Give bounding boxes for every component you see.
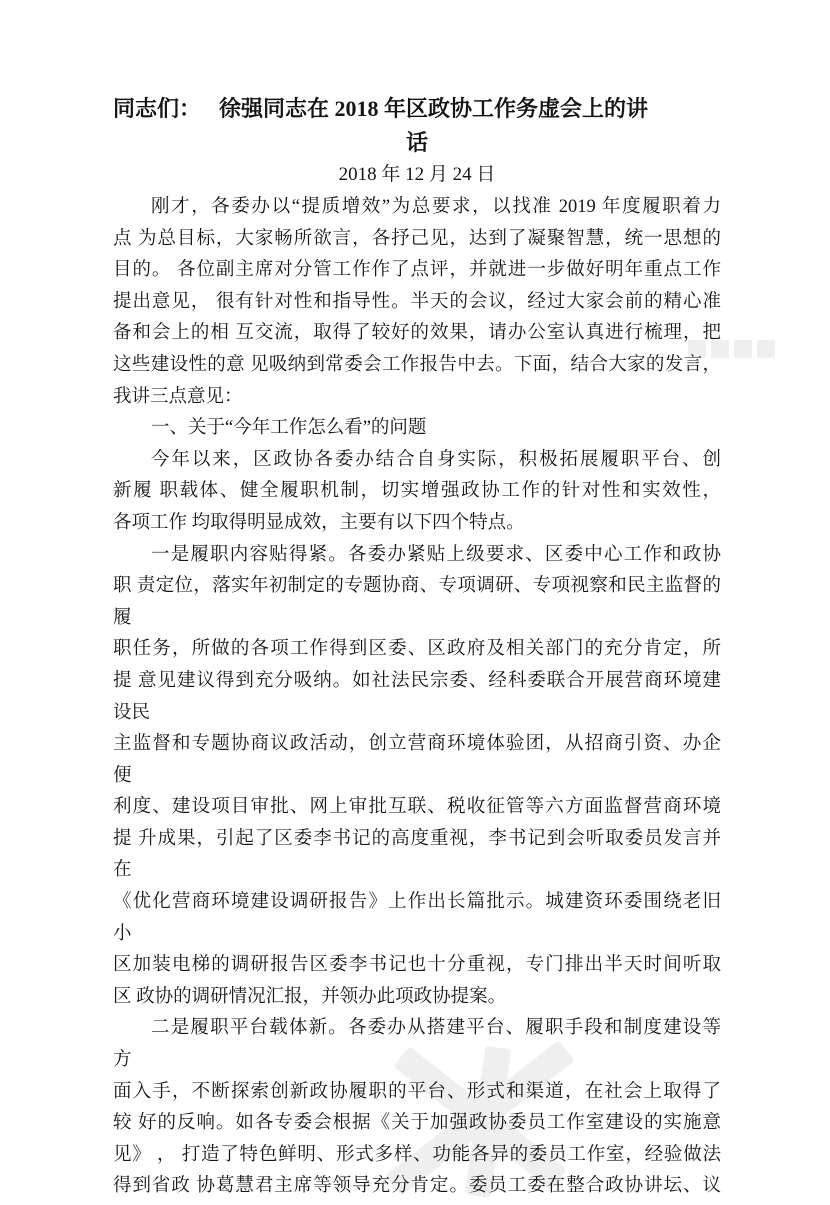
text-line: 利度、建设项目审批、网上审批互联、税收征管等六方面监督营商环境 bbox=[113, 797, 721, 818]
text-line: 职 责定位，落实年初制定的专题协商、专项调研、专项视察和民主监督的履 bbox=[113, 576, 721, 628]
salutation: 同志们： bbox=[113, 96, 202, 121]
text-line: 见》 ， 打造了特色鲜明、形式多样、功能各异的委员工作室，经验做法 bbox=[113, 1144, 721, 1165]
text-line: 提出意见， 很有针对性和指导性。半天的会议，经过大家会前的精心准 bbox=[113, 291, 721, 312]
text-line: 一、关于“今年工作怎么看”的问题 bbox=[151, 418, 427, 439]
text-line: 较 好的反响。如各专委会根据《关于加强政协委员工作室建设的实施意 bbox=[113, 1113, 721, 1134]
text-line: 小 bbox=[113, 923, 132, 944]
text-line: 区加装电梯的调研报告区委李书记也十分重视，专门排出半天时间听取 bbox=[113, 955, 721, 976]
title-text: 徐强同志在 2018 年区政协工作务虚会上的讲 bbox=[219, 96, 649, 121]
text-line: 点 为总目标，大家畅所欲言，各抒己见，达到了凝聚智慧，统一思想的 bbox=[113, 228, 721, 249]
text-line: 二是履职平台载体新。各委办从搭建平台、履职手段和制度建设等 bbox=[151, 1018, 721, 1039]
text-line: 主监督和专题协商议政活动，创立营商环境体验团，从招商引资、办企 bbox=[113, 734, 721, 755]
text-line: 一是履职内容贴得紧。各委办紧贴上级要求、区委中心工作和政协 bbox=[151, 544, 721, 565]
document-content bbox=[113, 92, 721, 1203]
text-line: 刚才，各委办以“提质增效”为总要求，以找准 2019 年度履职着力 bbox=[151, 197, 721, 217]
text-line: 方 bbox=[113, 1050, 132, 1071]
text-line: 设民 bbox=[113, 702, 151, 723]
document-title-wrap: 话 bbox=[405, 130, 428, 155]
text-line: 今年以来，区政协各委办结合自身实际，积极拓展履职平台、创 bbox=[151, 449, 721, 470]
text-line: 在 bbox=[113, 860, 132, 881]
text-line: 职任务，所做的各项工作得到区委、区政府及相关部门的充分肯定，所 bbox=[113, 639, 721, 660]
text-line: 提 升成果，引起了区委李书记的高度重视，李书记到会听取委员发言并 bbox=[113, 828, 721, 849]
text-line: 新履 职载体、健全履职机制，切实增强政协工作的针对性和实效性， bbox=[113, 481, 721, 502]
text-line: 提 意见建议得到充分吸纳。如社法民宗委、经科委联合开展营商环境建 bbox=[113, 670, 721, 691]
text-line: 便 bbox=[113, 765, 132, 786]
text-line: 备和会上的相 互交流，取得了较好的效果，请办公室认真进行梳理，把 bbox=[113, 323, 721, 344]
text-line: 各项工作 均取得明显成效，主要有以下四个特点。 bbox=[113, 512, 525, 533]
text-line: 《优化营商环境建设调研报告》上作出长篇批示。城建资环委围绕老旧 bbox=[113, 892, 721, 913]
text-line: 得到省政 协葛慧君主席等领导充分肯定。委员工委在整合政协讲坛、议 bbox=[113, 1176, 721, 1197]
text-line: 区 政协的调研情况汇报，并领办此项政协提案。 bbox=[113, 986, 507, 1007]
document-date: 2018 年 12 月 24 日 bbox=[338, 164, 496, 185]
text-line: 这些建设性的意 见吸纳到常委会工作报告中去。下面，结合大家的发言， bbox=[113, 354, 721, 375]
text-line: 我讲三点意见： bbox=[113, 386, 243, 407]
document-title bbox=[113, 92, 721, 126]
text-line: 目的。 各位副主席对分管工作作了点评，并就进一步做好明年重点工作 bbox=[113, 260, 721, 281]
body-lines bbox=[113, 192, 721, 1203]
text-line: 面入手，不断探索创新政协履职的平台、形式和渠道，在社会上取得了 bbox=[113, 1081, 721, 1102]
